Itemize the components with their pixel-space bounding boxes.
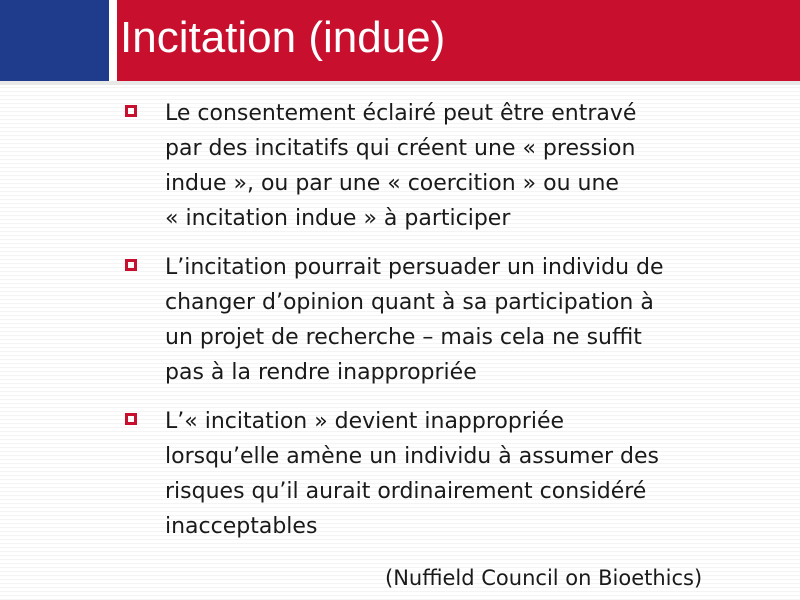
source-citation: (Nuffield Council on Bioethics) — [385, 566, 703, 590]
slide-title: Incitation (indue) — [120, 13, 446, 62]
bullet-item — [0, 250, 800, 390]
hollow-square-bullet-icon — [125, 413, 137, 425]
bullet-text: L’incitation pourrait persuader un individu de changer d’opinion quant à sa participation à un projet de recherche – mais cela ne suffit pas à la rendre inappropriée — [165, 255, 664, 385]
title-divider — [0, 81, 800, 85]
bullet-list — [0, 96, 800, 558]
hollow-square-bullet-icon — [125, 105, 137, 117]
accent-divider — [109, 0, 117, 81]
bullet-item — [0, 404, 800, 544]
bullet-text: Le consentement éclairé peut être entravé par des incitatifs qui créent une « pression indue », ou par une « coercition » ou une « incitation indue » à participer — [165, 101, 637, 231]
bullet-text: L’« incitation » devient inappropriée lorsqu’elle amène un individu à assumer des risques qu’il aurait ordinairement considéré inacceptables — [165, 409, 660, 539]
bullet-item — [0, 96, 800, 236]
left-accent-bar — [0, 0, 109, 81]
hollow-square-bullet-icon — [125, 259, 137, 271]
